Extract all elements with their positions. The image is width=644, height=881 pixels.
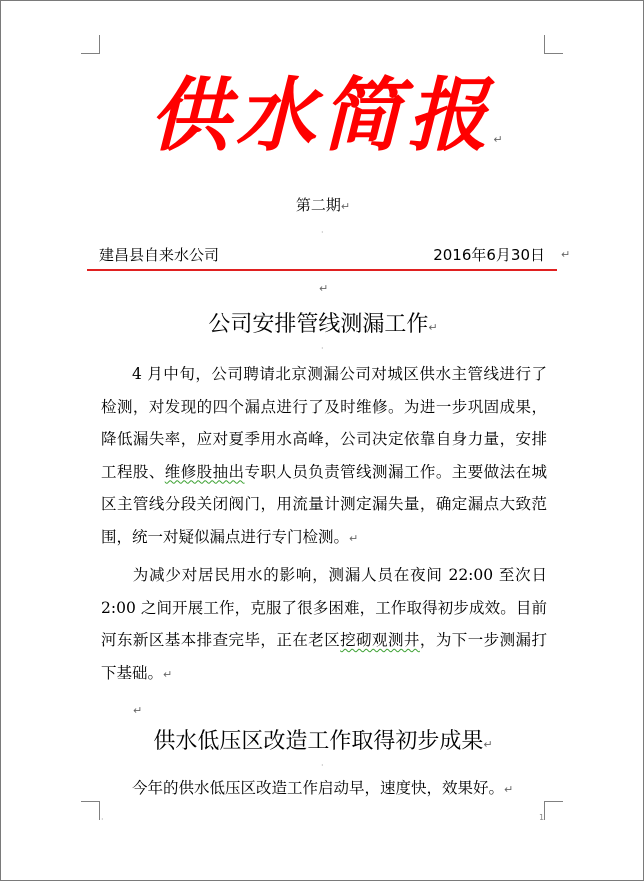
spellcheck-underlined-text: 挖砌观测井 [340, 631, 420, 649]
article-title-1: 公司安排管线测漏工作↵ [208, 312, 438, 337]
page-number: 1 [539, 813, 545, 822]
header-row [99, 244, 559, 266]
organization-name: 建昌县自来水公司 [99, 246, 220, 264]
paragraph-mark-icon: ↵ [133, 704, 143, 717]
article-2-paragraph-1: 今年的供水低压区改造工作启动早，速度快，效果好。↵ [132, 779, 514, 797]
article-title-2: 供水低压区改造工作取得初步成果↵ [153, 729, 493, 754]
masthead-title: 供水简报↵ [149, 68, 503, 162]
empty-paragraph-mark-icon: · [321, 228, 324, 237]
paragraph-mark-icon: ↵ [319, 282, 329, 295]
paragraph-mark-icon: ↵ [561, 248, 571, 261]
crop-mark-top-right [544, 35, 563, 54]
article-1-paragraph-2: 为减少对居民用水的影响，测漏人员在夜间 22:00 至次日 2:00 之间开展工作，克服了很多困难，工作取得初步成效。目前河东新区基本排查完毕，正在老区挖砌观测井，为下一步测漏打下基础。↵ [101, 566, 547, 682]
spellcheck-underlined-text: 维修股抽出 [164, 462, 245, 481]
paragraph-mark-icon: ↵ [504, 783, 514, 796]
paragraph-mark-icon: ↵ [163, 667, 173, 681]
issue-number: 第二期↵ [295, 196, 351, 214]
empty-paragraph-mark-icon: · [321, 344, 324, 353]
paragraph-mark-icon: ↵ [483, 738, 493, 751]
paragraph-mark-icon: ↵ [428, 321, 438, 334]
paragraph-mark-icon: ↵ [493, 133, 503, 146]
empty-paragraph-mark-icon: · [101, 815, 104, 824]
header-divider [87, 269, 557, 271]
crop-mark-top-left [81, 35, 100, 54]
issue-date: 2016年6月30日 [433, 246, 545, 264]
crop-mark-bottom-left [81, 801, 100, 820]
article-1-paragraph-1: 4 月中旬，公司聘请北京测漏公司对城区供水主管线进行了检测，对发现的四个漏点进行了及时维修。为进一步巩固成果，降低漏失率，应对夏季用水高峰，公司决定依靠自身力量，安排工程股、维修股抽出专职人员负责管线测漏工作。主要做法在城区主管线分段关闭阀门，用流量计测定漏失量，确定漏点大致范围，统一对疑似漏点进行专门检测。↵ [101, 365, 547, 546]
paragraph-mark-icon: ↵ [340, 200, 351, 213]
paragraph-mark-icon: ↵ [349, 531, 359, 545]
empty-paragraph-mark-icon: · [321, 761, 324, 770]
